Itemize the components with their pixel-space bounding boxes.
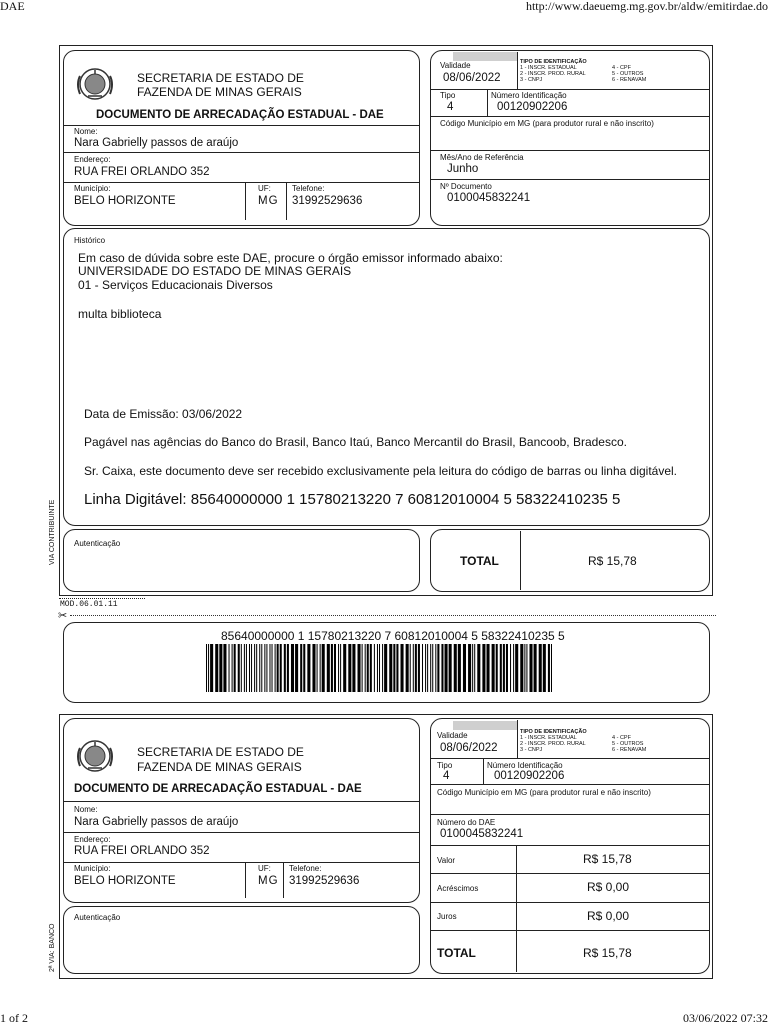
barcode-bar — [244, 644, 245, 692]
tipo-ident-3-2: 3 - CNPJ — [520, 747, 543, 753]
barcode-bar — [320, 644, 321, 692]
barcode-bar — [496, 644, 498, 692]
barcode-bar — [401, 644, 404, 692]
tipo-identificacao-title: TIPO DE IDENTIFICAÇÃO — [520, 59, 587, 65]
numero-dae-value: 0100045832241 — [440, 828, 524, 840]
endereco-value-2: RUA FREI ORLANDO 352 — [74, 845, 210, 857]
doc-title-2: DOCUMENTO DE ARRECADAÇÃO ESTADUAL - DAE — [74, 783, 362, 795]
historico-line2: UNIVERSIDADE DO ESTADO DE MINAS GERAIS — [78, 264, 352, 278]
barcode-bar — [210, 644, 213, 692]
barcode-bar — [284, 644, 286, 692]
barcode-bar — [317, 644, 318, 692]
mes-ano-referencia-value: Junho — [447, 163, 479, 175]
validade-highlight-2 — [453, 721, 517, 730]
org-line1: SECRETARIA DE ESTADO DE — [137, 71, 304, 85]
barcode-bar — [208, 644, 209, 692]
barcode-bar — [259, 644, 260, 692]
validade-label-2: Validade — [437, 731, 468, 740]
print-datetime: 03/06/2022 07:32 — [682, 1011, 768, 1025]
barcode-bar — [486, 644, 489, 692]
tipo-identificacao-title-2: TIPO DE IDENTIFICAÇÃO — [520, 729, 587, 735]
barcode-bar — [269, 644, 270, 692]
validade-value-2: 08/06/2022 — [440, 742, 498, 754]
uf-label-2: UF: — [258, 864, 271, 873]
scissors-icon: ✂ — [58, 610, 68, 622]
barcode-bar — [365, 644, 366, 692]
barcode-bar — [362, 644, 363, 692]
codigo-municipio-label-2: Código Município em MG (para produtor rural e não inscrito) — [437, 788, 651, 797]
barcode-bar — [432, 644, 433, 692]
barcode-bar — [482, 644, 485, 692]
historico-line4: multa biblioteca — [78, 307, 162, 321]
barcode-bar — [264, 644, 265, 692]
numero-identificacao-value-2: 00120902206 — [494, 770, 565, 782]
barcode-bar — [427, 644, 428, 692]
endereco-value: RUA FREI ORLANDO 352 — [74, 166, 210, 178]
page-title: DAE — [0, 0, 25, 13]
municipio-label: Município: — [74, 184, 111, 193]
barcode-bar — [474, 644, 475, 692]
barcode-bar — [234, 644, 236, 692]
barcode-bar — [303, 644, 305, 692]
barcode-bar — [277, 644, 279, 692]
nome-label: Nome: — [74, 127, 98, 136]
barcode-bar — [422, 644, 423, 692]
endereco-label-2: Endereço: — [74, 835, 111, 844]
municipio-value-2: BELO HORIZONTE — [74, 875, 176, 887]
validade-label: Validade — [440, 61, 471, 70]
data-emissao: Data de Emissão: 03/06/2022 — [84, 407, 243, 421]
acrescimos-value: R$ 0,00 — [587, 880, 630, 894]
cut-line — [70, 615, 716, 616]
endereco-label: Endereço: — [74, 155, 111, 164]
n-documento-label: Nº Documento — [440, 182, 492, 191]
barcode-bar — [307, 644, 310, 692]
numero-identificacao-value: 00120902206 — [497, 101, 568, 113]
acrescimos-label: Acréscimos — [437, 884, 479, 893]
barcode-bar — [343, 644, 346, 692]
barcode-bar — [219, 644, 222, 692]
mes-ano-referencia-label: Mês/Ano de Referência — [440, 153, 524, 162]
barcode-bar — [506, 644, 508, 692]
linha-digitavel: Linha Digitável: 85640000000 1 15780213220 7 60812010004 5 58322410235 5 — [84, 491, 621, 508]
barcode-bar — [410, 644, 411, 692]
telefone-value: 31992529636 — [292, 195, 363, 207]
barcode-bar — [510, 644, 511, 692]
tipo-ident-3: 3 - CNPJ — [520, 77, 543, 83]
barcode-bar — [232, 644, 233, 692]
telefone-value-2: 31992529636 — [289, 875, 360, 887]
page-count: 1 of 2 — [0, 1011, 28, 1025]
barcode-bar — [352, 644, 355, 692]
historico-line1: Em caso de dúvida sobre este DAE, procure o órgão emissor informado abaixo: — [78, 251, 503, 265]
tipo-ident-2: 2 - INSCR. PROD. RURAL — [520, 71, 586, 77]
bancos-text: Pagável nas agências do Banco do Brasil, Banco Itaú, Banco Mercantil do Brasil, Bancoob, Bradesco. — [84, 435, 627, 449]
barcode-bar — [441, 644, 443, 692]
barcode-bar — [384, 644, 387, 692]
tipo-ident-5-2: 5 - OUTROS — [612, 741, 644, 747]
barcode-bar — [534, 644, 537, 692]
uf-value-2: MG — [258, 875, 279, 887]
barcode-bar — [246, 644, 247, 692]
barcode-bar — [374, 644, 375, 692]
barcode-bar — [437, 644, 439, 692]
barcode-bar — [312, 644, 315, 692]
barcode-bar — [334, 644, 336, 692]
barcode-bar — [413, 644, 414, 692]
page-url: http://www.daeuemg.mg.gov.br/aldw/emitirdae.do — [525, 0, 768, 13]
barcode-bar — [415, 644, 417, 692]
tipo-ident-4-2: 4 - CPF — [612, 735, 631, 741]
info-box-2 — [430, 718, 710, 974]
tipo-value: 4 — [447, 101, 454, 113]
tipo-label: Tipo — [440, 91, 456, 100]
tipo-ident-1: 1 - INSCR. ESTADUAL — [520, 65, 577, 71]
numero-identificacao-label: Número Identificação — [491, 91, 567, 100]
municipio-value: BELO HORIZONTE — [74, 195, 176, 207]
barcode-bar — [291, 644, 294, 692]
barcode-bar — [206, 644, 207, 692]
autenticacao-label: Autenticação — [74, 539, 121, 548]
barcode-bar — [280, 644, 282, 692]
barcode-bar — [358, 644, 361, 692]
total-value: R$ 15,78 — [588, 554, 637, 568]
municipio-label-2: Município: — [74, 864, 111, 873]
valor-label: Valor — [437, 856, 456, 865]
barcode-bar — [430, 644, 431, 692]
mod-line — [59, 598, 145, 599]
barcode-bar — [261, 644, 262, 692]
barcode-bar — [458, 644, 461, 692]
coat-of-arms-icon-2 — [74, 738, 116, 774]
barcode-bar — [449, 644, 452, 692]
uf-label: UF: — [258, 184, 271, 193]
via-banco-label: 2ª VIA: BANCO — [49, 923, 56, 972]
barcode-bar — [539, 644, 542, 692]
barcode-bar — [287, 644, 289, 692]
tipo-label-2: Tipo — [437, 761, 453, 770]
barcode-bar — [215, 644, 218, 692]
uf-value: MG — [258, 195, 279, 207]
barcode-bar — [500, 644, 502, 692]
total-label-2: TOTAL — [437, 946, 476, 960]
codigo-municipio-label: Código Município em MG (para produtor rural e não inscrito) — [440, 119, 654, 128]
barcode-bar — [529, 644, 532, 692]
barcode-bar — [251, 644, 252, 692]
telefone-label-2: Telefone: — [289, 864, 322, 873]
numero-dae-label: Número do DAE — [437, 818, 496, 827]
juros-value: R$ 0,00 — [587, 909, 630, 923]
barcode-bar — [249, 644, 250, 692]
barcode-bar — [223, 644, 226, 692]
validade-value: 08/06/2022 — [443, 72, 501, 84]
barcode-bar — [543, 644, 546, 692]
barcode-bar — [367, 644, 369, 692]
barcode-bar — [472, 644, 473, 692]
barcode-bar — [379, 644, 380, 692]
total-value-2: R$ 15,78 — [583, 946, 632, 960]
historico-line3: 01 - Serviços Educacionais Diversos — [78, 278, 273, 292]
total-label: TOTAL — [460, 554, 499, 568]
valor-value: R$ 15,78 — [583, 852, 632, 866]
tipo-ident-6-2: 6 - RENAVAM — [612, 747, 647, 753]
via-contribuinte-label: VIA CONTRIBUINTE — [49, 499, 56, 565]
barcode-bar — [515, 644, 518, 692]
barcode-bar — [445, 644, 448, 692]
barcode-bar — [322, 644, 325, 692]
historico-label: Histórico — [74, 236, 106, 245]
barcode-bar — [229, 644, 230, 692]
barcode-bar — [492, 644, 495, 692]
barcode-bar — [477, 644, 480, 692]
nome-label-2: Nome: — [74, 805, 98, 814]
barcode-number: 85640000000 1 15780213220 7 60812010004 5 58322410235 5 — [221, 629, 565, 643]
barcode-bar — [393, 644, 395, 692]
tipo-ident-2-2: 2 - INSCR. PROD. RURAL — [520, 741, 586, 747]
barcode-bar — [241, 644, 242, 692]
org-line2: FAZENDA DE MINAS GERAIS — [137, 85, 302, 99]
barcode-bar — [382, 644, 383, 692]
barcode-bar — [526, 644, 527, 692]
barcode-bar — [340, 644, 341, 692]
nome-value-2: Nara Gabrielly passos de araújo — [74, 816, 239, 828]
barcode-bar — [370, 644, 372, 692]
barcode-bar — [338, 644, 339, 692]
barcode-bar — [418, 644, 420, 692]
barcode-bar — [295, 644, 298, 692]
barcode-bar — [463, 644, 466, 692]
barcode-bar — [327, 644, 330, 692]
barcode-bar — [406, 644, 409, 692]
barcode-bar — [468, 644, 471, 692]
barcode-bars — [206, 644, 552, 692]
barcode-bar — [256, 644, 257, 692]
tipo-ident-5: 5 - OUTROS — [612, 71, 644, 77]
barcode-bar — [238, 644, 240, 692]
barcode-bar — [551, 644, 552, 692]
coat-of-arms-icon — [74, 66, 116, 102]
org-line1-2: SECRETARIA DE ESTADO DE — [137, 745, 304, 759]
barcode-bar — [275, 644, 276, 692]
telefone-label: Telefone: — [292, 184, 325, 193]
barcode-bar — [331, 644, 333, 692]
doc-title: DOCUMENTO DE ARRECADAÇÃO ESTADUAL - DAE — [96, 109, 384, 121]
barcode-bar — [520, 644, 523, 692]
barcode-bar — [454, 644, 457, 692]
barcode-bar — [377, 644, 378, 692]
mod-code: MOD.06.01.11 — [60, 600, 118, 609]
barcode-bar — [513, 644, 514, 692]
validade-highlight — [453, 52, 517, 61]
autenticacao-label-2: Autenticação — [74, 913, 121, 922]
org-line2-2: FAZENDA DE MINAS GERAIS — [137, 760, 302, 774]
barcode-bar — [348, 644, 351, 692]
barcode-bar — [389, 644, 392, 692]
tipo-ident-6: 6 - RENAVAM — [612, 77, 647, 83]
n-documento-value: 0100045832241 — [447, 192, 531, 204]
barcode-bar — [396, 644, 398, 692]
barcode-bar — [503, 644, 505, 692]
barcode-bar — [435, 644, 436, 692]
juros-label: Juros — [437, 912, 457, 921]
barcode-bar — [272, 644, 273, 692]
caixa-text: Sr. Caixa, este documento deve ser recebido exclusivamente pela leitura do código de barras ou linha digitável. — [84, 464, 678, 478]
barcode-bar — [425, 644, 426, 692]
barcode-bar — [266, 644, 267, 692]
tipo-ident-1-2: 1 - INSCR. ESTADUAL — [520, 735, 577, 741]
barcode-bar — [524, 644, 525, 692]
barcode-bar — [254, 644, 255, 692]
numero-identificacao-label-2: Número Identificação — [487, 761, 563, 770]
tipo-ident-4: 4 - CPF — [612, 65, 631, 71]
barcode-bar — [300, 644, 302, 692]
barcode-bar — [548, 644, 550, 692]
nome-value: Nara Gabrielly passos de araújo — [74, 137, 239, 149]
tipo-value-2: 4 — [443, 770, 450, 782]
